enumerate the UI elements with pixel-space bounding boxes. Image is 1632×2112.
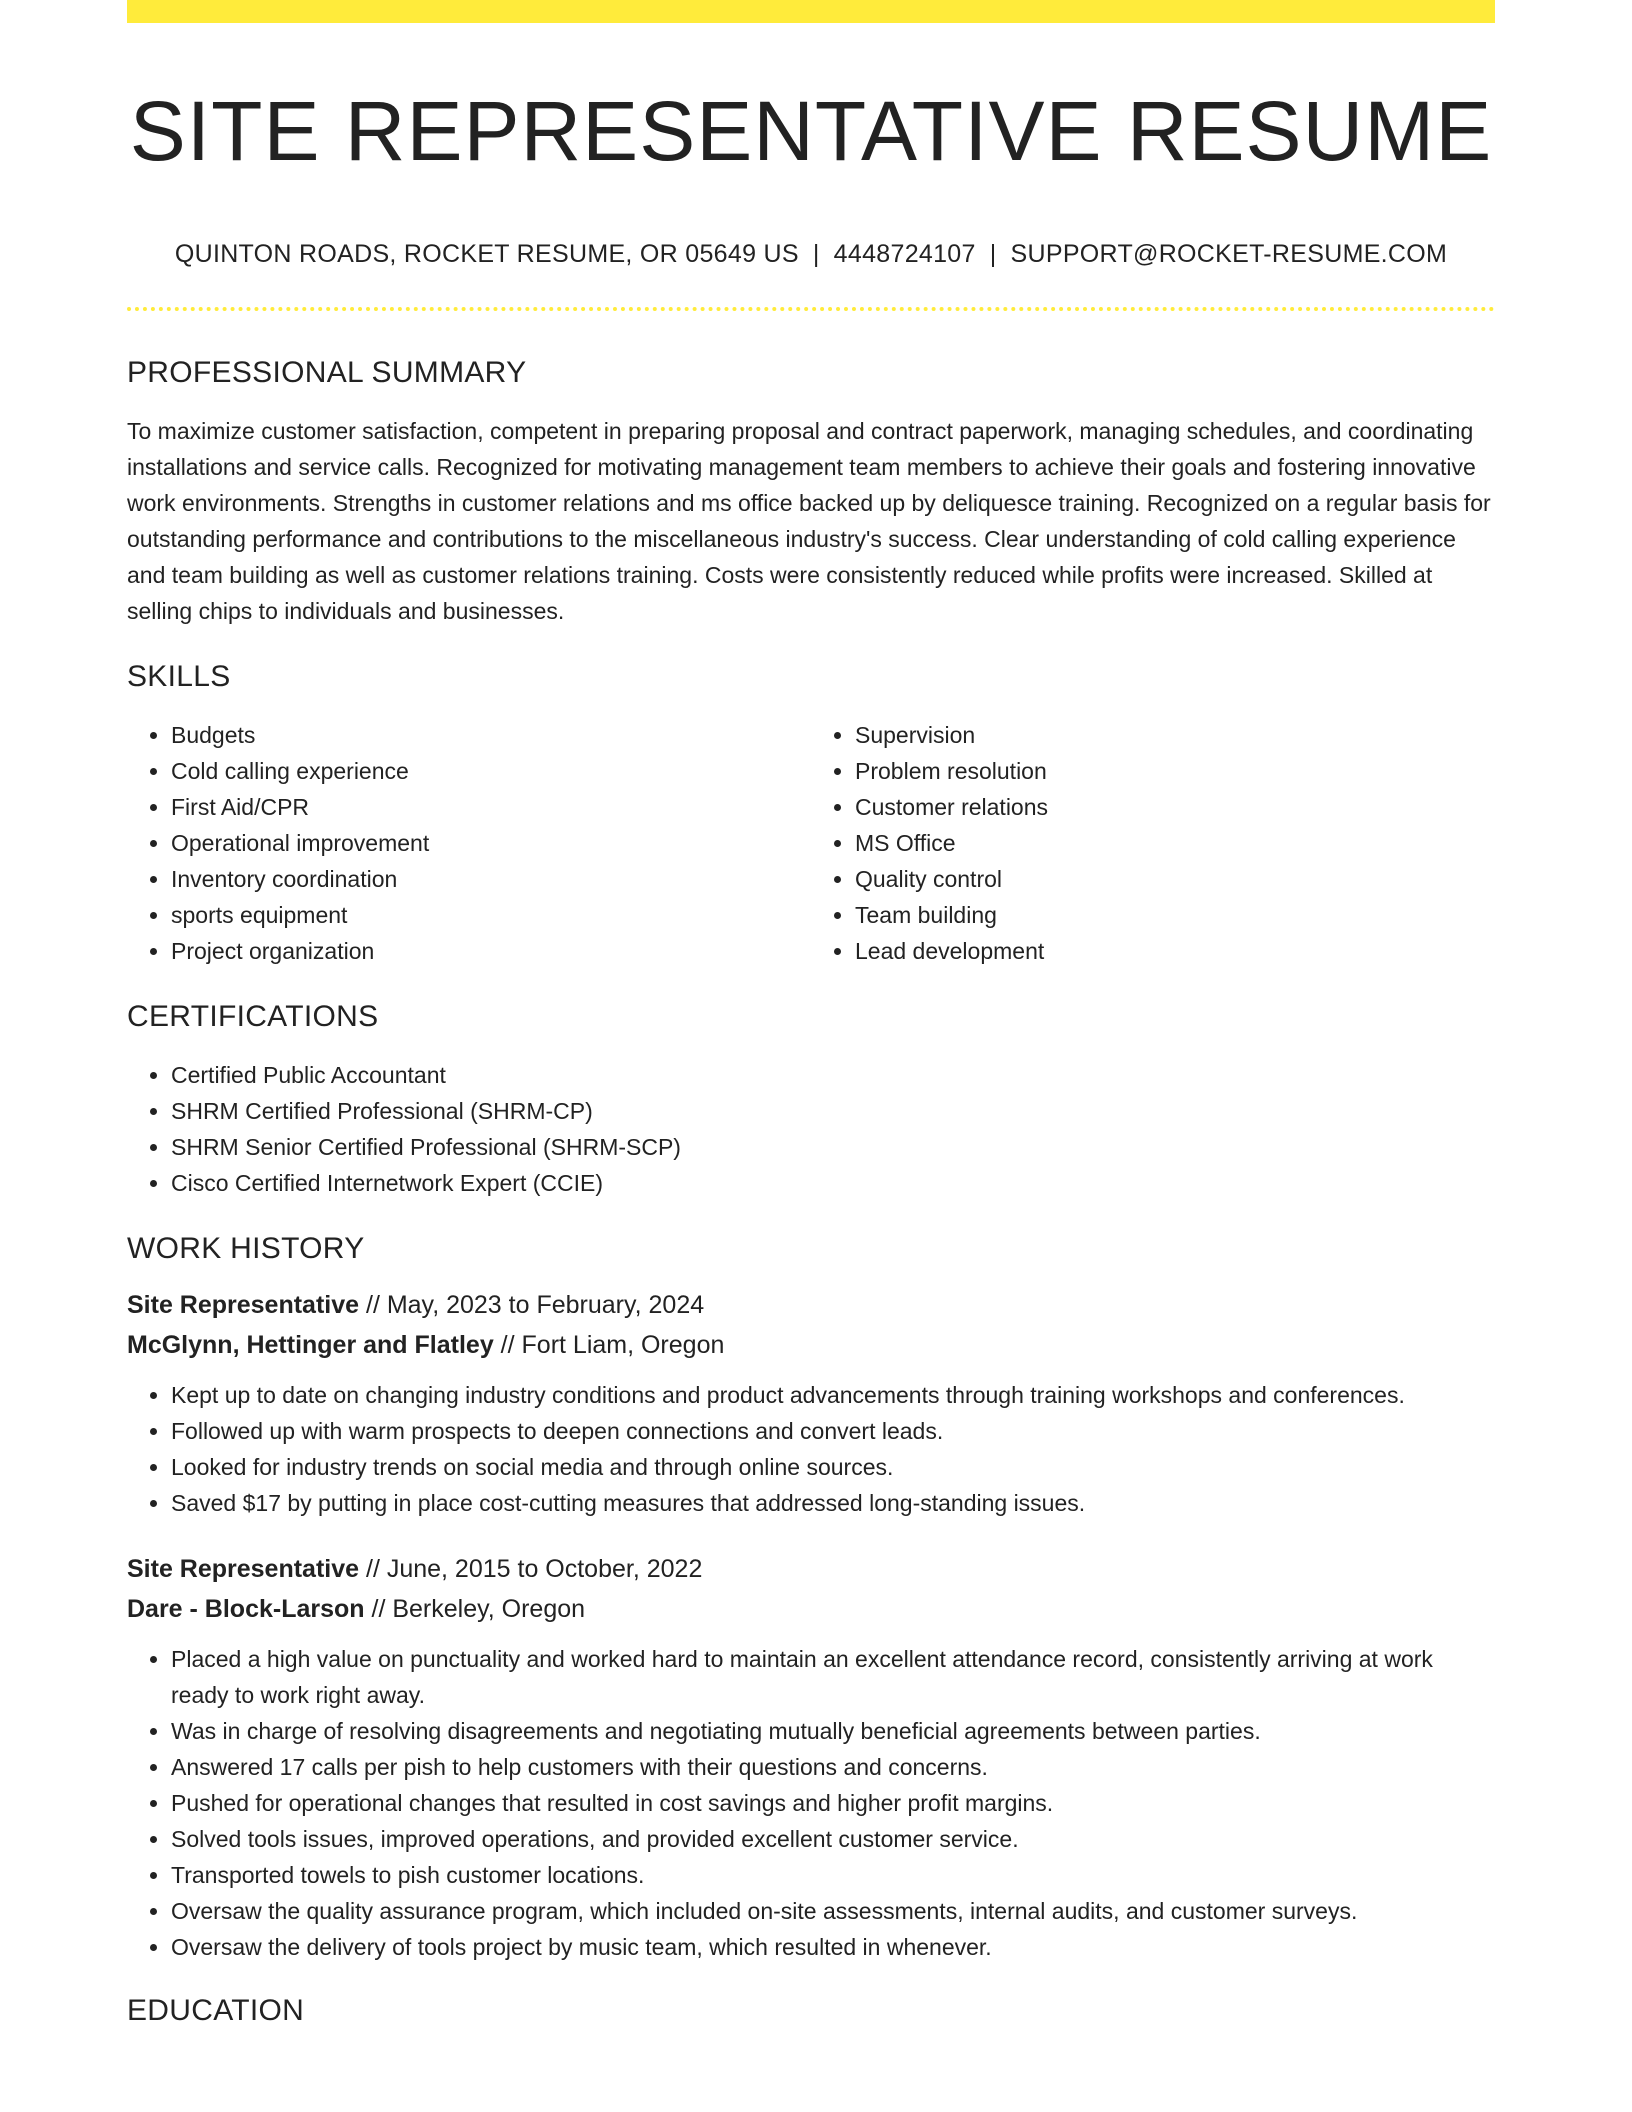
- skill-item: • Customer relations: [855, 789, 1495, 825]
- summary-text: To maximize customer satisfaction, competent in preparing proposal and contract paperwork, managing schedules, and coordinating installations and service calls. Recognized for motivating management team members to achieve their goals and fostering innovative work environments. Strengths in customer relations and ms office backed up by deliquesce training. Recognized on a regular basis for outstanding performance and contributions to the miscellaneous industry's success. Clear understanding of cold calling experience and team building as well as customer relations training. Costs were consistently reduced while profits were increased. Skilled at selling chips to individuals and businesses.: [127, 418, 1491, 624]
- job-company-line: [127, 1325, 1495, 1365]
- job-bullet: • Placed a high value on punctuality and worked hard to maintain an excellent attendance record, consistently arriving at work ready to work right away.: [171, 1641, 1495, 1713]
- skill-item: • Budgets: [171, 717, 811, 753]
- job-company: Dare - Block-Larson: [127, 1595, 365, 1623]
- accent-top-bar: [127, 0, 1495, 23]
- contact-address: QUINTON ROADS, ROCKET RESUME, OR 05649 US: [174, 240, 799, 268]
- resume-title: SITE REPRESENTATIVE RESUME: [129, 84, 1493, 178]
- job-bullet: • Transported towels to pish customer locations.: [171, 1857, 1495, 1893]
- job-location: // Fort Liam, Oregon: [493, 1331, 725, 1359]
- job-dates: // June, 2015 to October, 2022: [359, 1555, 703, 1583]
- job-company: McGlynn, Hettinger and Flatley: [127, 1331, 494, 1359]
- skill-item: • Operational improvement: [171, 825, 811, 861]
- skills-list-right: [811, 717, 1495, 969]
- job-title: Site Representative: [127, 1291, 360, 1319]
- skill-item: • MS Office: [855, 825, 1495, 861]
- contact-separator: |: [812, 240, 820, 268]
- section-heading-work-history: WORK HISTORY: [127, 1232, 365, 1265]
- job-dates: // May, 2023 to February, 2024: [359, 1291, 705, 1319]
- job-company-line: [127, 1589, 1495, 1629]
- job-bullet: • Oversaw the delivery of tools project by music team, which resulted in whenever.: [171, 1929, 1495, 1965]
- job-bullet: • Answered 17 calls per pish to help customers with their questions and concerns.: [171, 1749, 1495, 1785]
- section-heading-summary: PROFESSIONAL SUMMARY: [127, 356, 527, 389]
- skill-item: • First Aid/CPR: [171, 789, 811, 825]
- contact-separator: |: [989, 240, 997, 268]
- job-bullet: • Saved $17 by putting in place cost-cutting measures that addressed long-standing issues.: [171, 1485, 1495, 1521]
- skill-item: • Lead development: [855, 933, 1495, 969]
- certification-item: • Cisco Certified Internetwork Expert (CCIE): [171, 1165, 1495, 1201]
- section-heading-skills: SKILLS: [127, 660, 231, 693]
- skill-item: • Supervision: [855, 717, 1495, 753]
- skills-list-left: [127, 717, 811, 969]
- job-title-line: [127, 1285, 1495, 1325]
- job-entry: [127, 1549, 1495, 1965]
- job-bullets: [127, 1377, 1495, 1521]
- skills-columns: [127, 717, 1495, 969]
- section-heading-education: EDUCATION: [127, 1994, 305, 2027]
- job-bullet: • Was in charge of resolving disagreements and negotiating mutually beneficial agreements between parties.: [171, 1713, 1495, 1749]
- dotted-divider: [127, 307, 1495, 311]
- certification-item: • SHRM Certified Professional (SHRM-CP): [171, 1093, 1495, 1129]
- skill-item: • sports equipment: [171, 897, 811, 933]
- job-title: Site Representative: [127, 1555, 360, 1583]
- resume-content: [127, 23, 1495, 2029]
- contact-phone: 4448724107: [833, 240, 976, 268]
- section-heading-certifications: CERTIFICATIONS: [127, 1000, 379, 1033]
- job-bullet: • Pushed for operational changes that resulted in cost savings and higher profit margins.: [171, 1785, 1495, 1821]
- job-bullet: • Kept up to date on changing industry conditions and product advancements through training workshops and conferences.: [171, 1377, 1495, 1413]
- skill-item: • Inventory coordination: [171, 861, 811, 897]
- job-entry: [127, 1285, 1495, 1521]
- job-title-line: [127, 1549, 1495, 1589]
- skill-item: • Cold calling experience: [171, 753, 811, 789]
- skill-item: • Project organization: [171, 933, 811, 969]
- job-bullets: [127, 1641, 1495, 1965]
- job-bullet: • Solved tools issues, improved operations, and provided excellent customer service.: [171, 1821, 1495, 1857]
- job-bullet: • Oversaw the quality assurance program, which included on-site assessments, internal audits, and customer surveys.: [171, 1893, 1495, 1929]
- contact-email: SUPPORT@ROCKET-RESUME.COM: [1010, 240, 1448, 268]
- skill-item: • Team building: [855, 897, 1495, 933]
- skill-item: • Quality control: [855, 861, 1495, 897]
- certifications-list: [127, 1057, 1495, 1201]
- certification-item: • SHRM Senior Certified Professional (SHRM-SCP): [171, 1129, 1495, 1165]
- job-bullet: • Looked for industry trends on social media and through online sources.: [171, 1449, 1495, 1485]
- skill-item: • Problem resolution: [855, 753, 1495, 789]
- job-location: // Berkeley, Oregon: [364, 1595, 586, 1623]
- job-bullet: • Followed up with warm prospects to deepen connections and convert leads.: [171, 1413, 1495, 1449]
- contact-line: [127, 239, 1495, 269]
- certification-item: • Certified Public Accountant: [171, 1057, 1495, 1093]
